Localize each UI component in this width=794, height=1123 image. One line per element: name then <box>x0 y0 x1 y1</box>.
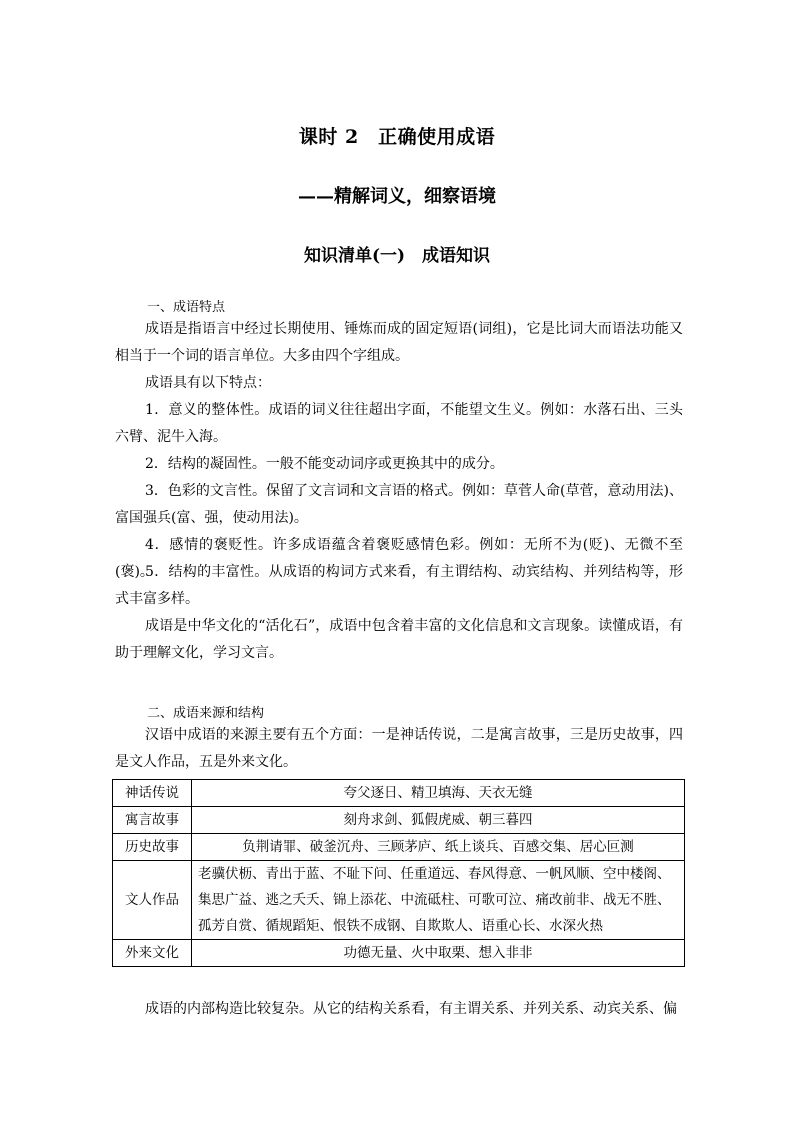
examples-cell: 夸父逐日、精卫填海、天衣无缝 <box>192 780 685 807</box>
section-title: 知识清单(一) 成语知识 <box>303 246 491 266</box>
examples-cell: 负荆请罪、破釜沉舟、三顾茅庐、纸上谈兵、百感交集、居心叵测 <box>192 834 685 861</box>
category-cell: 文人作品 <box>113 861 192 940</box>
page-title: 课时 2 正确使用成语 <box>298 126 496 148</box>
paragraph: 4．感情的褒贬性。许多成语蕴含着褒贬感情色彩。例如：无所不为(贬)、无微不至(褒)。 <box>115 537 683 580</box>
category-cell: 神话传说 <box>113 780 192 807</box>
category-cell: 历史故事 <box>113 834 192 861</box>
heading-features: 一、成语特点 <box>147 300 226 315</box>
category-cell: 寓言故事 <box>113 807 192 834</box>
paragraph: 成语的内部构造比较复杂。从它的结构关系看，有主谓关系、并列关系、动宾关系、偏 <box>145 1001 677 1017</box>
page-subtitle: ——精解词义，细察语境 <box>298 186 496 207</box>
heading-sources: 二、成语来源和结构 <box>147 706 265 721</box>
paragraph: 成语是指语言中经过长期使用、锤炼而成的固定短语(词组)，它是比词大而语法功能又相当于一个词的语言单位。大多由四个字组成。 <box>115 321 683 364</box>
category-cell: 外来文化 <box>113 940 192 967</box>
paragraph: 5．结构的丰富性。从成语的构词方式来看，有主谓结构、动宾结构、并列结构等，形式丰富多样。 <box>115 564 683 607</box>
paragraph: 成语是中华文化的“活化石”，成语中包含着丰富的文化信息和文言现象。读懂成语，有助于理解文化，学习文言。 <box>115 618 683 661</box>
table-row <box>113 940 685 967</box>
table-row <box>113 807 685 834</box>
paragraph: 3．色彩的文言性。保留了文言词和文言语的格式。例如：草菅人命(草菅，意动用法)、富国强兵(富、强，使动用法)。 <box>115 483 683 526</box>
paragraph: 1．意义的整体性。成语的词义往往超出字面，不能望文生义。例如：水落石出、三头六臂、泥牛入海。 <box>115 402 683 445</box>
table-row <box>113 780 685 807</box>
paragraph: 汉语中成语的来源主要有五个方面：一是神话传说，二是寓言故事，三是历史故事，四是文人作品，五是外来文化。 <box>115 727 683 770</box>
examples-cell: 老骥伏枥、青出于蓝、不耻下问、任重道远、春风得意、一帆风顺、空中楼阁、集思广益、逃之夭夭、锦上添花、中流砥柱、可歌可泣、痛改前非、战无不胜、孤芳自赏、循规蹈矩、恨铁不成钢、自欺欺人、语重心长、水深火热 <box>192 861 685 940</box>
idiom-source-table <box>112 779 685 967</box>
examples-cell: 刻舟求剑、狐假虎威、朝三暮四 <box>192 807 685 834</box>
examples-cell: 功德无量、火中取栗、想入非非 <box>192 940 685 967</box>
paragraph: 成语具有以下特点： <box>145 375 271 391</box>
table-row <box>113 861 685 940</box>
paragraph: 2．结构的凝固性。一般不能变动词序或更换其中的成分。 <box>145 456 504 472</box>
table-row <box>113 834 685 861</box>
